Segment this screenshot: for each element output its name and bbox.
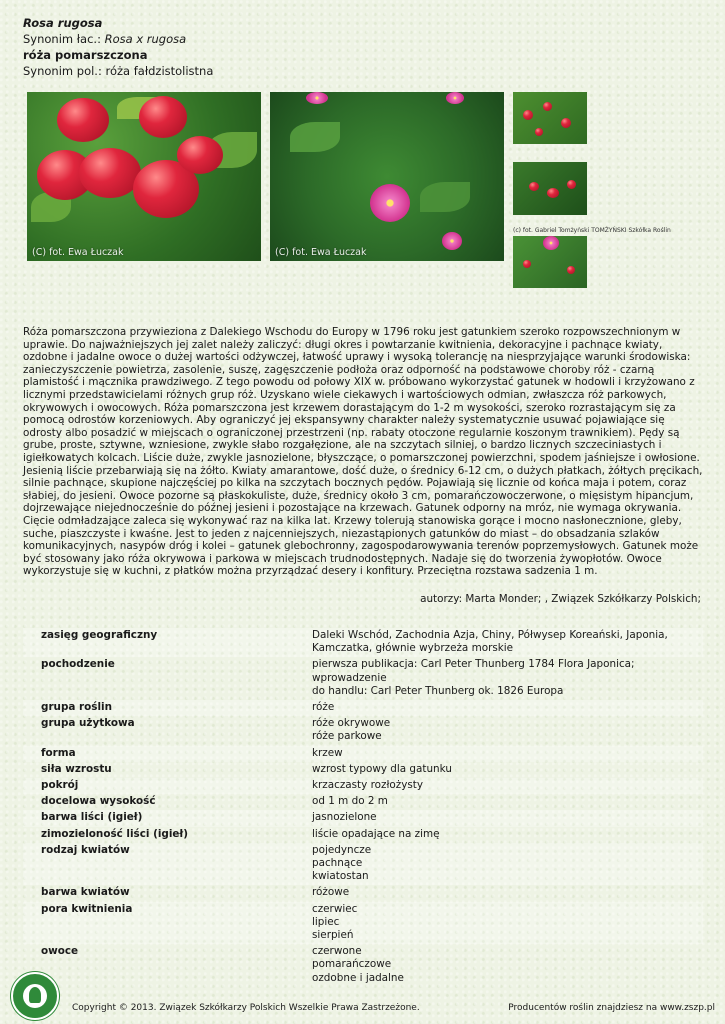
attribute-value <box>312 701 703 714</box>
attribute-value <box>312 658 703 698</box>
attribute-value <box>312 903 703 943</box>
attribute-row <box>23 794 703 810</box>
attribute-value-line: krzaczasty rozłożysty <box>312 779 423 792</box>
attribute-key: grupa użytkowa <box>41 717 135 730</box>
synonym-latin-value: Rosa x rugosa <box>104 32 187 46</box>
attribute-key: grupa roślin <box>41 701 112 714</box>
attribute-value-line: liście opadające na zimę <box>312 827 440 840</box>
attribute-row <box>23 902 703 945</box>
attribute-value <box>312 629 703 655</box>
attribute-key: barwa kwiatów <box>41 886 130 899</box>
producers-link[interactable]: Producentów roślin znajdziesz na www.zszp.pl <box>508 1003 715 1013</box>
polish-name: róża pomarszczona <box>23 48 148 62</box>
latin-name: Rosa rugosa <box>23 16 103 30</box>
attribute-row <box>23 762 703 778</box>
attribute-value <box>312 886 703 899</box>
attribute-key: docelowa wysokość <box>41 795 156 808</box>
attribute-row <box>23 700 703 716</box>
attributes-table <box>23 628 703 987</box>
attribute-value <box>312 779 703 792</box>
attribute-value-line: pierwsza publikacja: Carl Peter Thunberg 1784 Flora Japonica; wprowadzenie <box>312 658 635 684</box>
attribute-value <box>312 828 703 841</box>
attribute-value-line: sierpień <box>312 929 354 942</box>
attribute-value-line: Kamczatka, głównie wybrzeża morskie <box>312 642 514 655</box>
attribute-key: zasięg geograficzny <box>41 629 158 641</box>
attribute-row <box>23 885 703 901</box>
synonym-latin <box>23 31 213 47</box>
attribute-value <box>312 717 703 743</box>
photo-credit: (C) fot. Ewa Łuczak <box>32 247 124 258</box>
attribute-value-line: kwiatostan <box>312 870 369 883</box>
attribute-row <box>23 746 703 762</box>
attribute-key: owoce <box>41 945 79 958</box>
attribute-value <box>312 945 703 985</box>
attribute-value-line: Daleki Wschód, Zachodnia Azja, Chiny, Półwysep Koreański, Japonia, <box>312 629 668 641</box>
attribute-value <box>312 763 703 776</box>
thumb-1[interactable] <box>513 92 587 144</box>
tree-icon <box>29 987 41 1003</box>
synonym-latin-label: Synonim łac.: <box>23 32 105 46</box>
attribute-value-line: krzew <box>312 746 343 759</box>
attribute-value-line: czerwone <box>312 945 362 958</box>
thumb-3[interactable] <box>513 236 587 288</box>
attribute-value-line: pomarańczowe <box>312 958 392 971</box>
attribute-value-line: róże <box>312 701 335 714</box>
attribute-key: forma <box>41 746 76 759</box>
attribute-value-line: lipiec <box>312 915 340 928</box>
attribute-key: barwa liści (igieł) <box>41 811 143 824</box>
attribute-row <box>23 810 703 826</box>
species-header <box>23 15 213 79</box>
attribute-value-line: od 1 m do 2 m <box>312 795 388 808</box>
attribute-value-line: do handlu: Carl Peter Thunberg ok. 1826 Europa <box>312 684 564 697</box>
species-description: Róża pomarszczona przywieziona z Dalekiego Wschodu do Europy w 1796 roku jest gatunkiem szeroko rozpowszechnionym w uprawie. Do najważniejszych jej zalet należy zaliczyć: długi okres i powtarzanie kwitnienia, dekoracyjne i pachnące kwiaty, ozdobne i jadalne owoce o dużej wartości odżywczej, łatwość uprawy i wysoką tolerancję na niesprzyjające warunki środowiska: zanieczyszczenie powietrza, zasolenie, suszę, zagęszczenie podłoża oraz odporność na podstawowe choroby róż - czarną plamistość i mącznika prawdziwego. Z tego powodu od połowy XIX w. próbowano wykorzystać gatunek w hodowli i krzyżowano z licznymi przedstawicielami różnych grup róż. Uzyskano wiele ciekawych i wartościowych odmian, zwłaszcza róż parkowych, okrywowych i owocowych. Róża pomarszczona jest krzewem dorastającym do 1-2 m wysokości, szeroko rozrastającym się za pomocą odrostów korzeniowych. Aby ograniczyć jej ekspansywny charakter należy systematycznie usuwać pojawiające się odrosty albo posadzić w miejscach o ograniczonej przestrzeni (np. rabaty otoczone regularnie koszonym trawnikiem). Pędy są grube, proste, sztywne, wzniesione, zwykle słabo rozgałęzione, ale na szczytach silniej, o bardzo licznych szczeciniastych i igiełkowatych kolcach. Liście duże, zwykle jasnozielone, błyszczące, o pomarszczonej powierzchni, spodem jaśniejsze i owłosione. Jesienią liście przebarwiają się na żółto. Kwiaty amarantowe, dość duże, o średnicy 6-12 cm, o dużych płatkach, żółtych pręcikach, silnie pachnące, skupione najczęściej po kilka na szczytach bocznych pędów. Pojawiają się licznie od końca maja i potem, coraz słabiej, do jesieni. Owoce pozorne są płaskokuliste, duże, średnicy około 3 cm, pomarańczowoczerwone, o mięsistym hipancjum, dojrzewające niejednocześnie do późnej jesieni i pozostające na krzewach. Gatunek odporny na mróz, nie wymaga okrywania. Cięcie odmładzające zaleca się wykonywać raz na kilka lat. Krzewy tolerują stanowiska gorące i mocno nasłonecznione, gleby, suche, piaszczyste i kwaśne. Jest to jeden z najcenniejszych, niezastąpionych gatunków do miast – do obsadzania szlaków komunikacyjnych, nasypów dróg i kolei – gatunek glebochronny, zagospodarowywania terenów poprzemysłowych. Gatunek może być stosowany jako róża okrywowa i parkowa w miejscach trudnodostępnych. Nadaje się do tworzenia żywopłotów. Owoce wykorzystuje się w kuchni, z płatków można przyrządzać desery i konfitury. Przeciętna rozstawa sadzenia 1 m. <box>23 326 703 578</box>
attribute-value <box>312 844 703 884</box>
attribute-key: rodzaj kwiatów <box>41 843 130 856</box>
zszp-logo[interactable] <box>11 972 59 1020</box>
attribute-key: zimozieloność liści (igieł) <box>41 827 189 840</box>
attribute-value-line: ozdobne i jadalne <box>312 971 404 984</box>
attribute-value <box>312 747 703 760</box>
attribute-key: pochodzenie <box>41 658 115 671</box>
attribute-value <box>312 811 703 824</box>
attribute-value-line: jasnozielone <box>312 811 377 824</box>
attribute-row <box>23 628 703 657</box>
attribute-value-line: czerwiec <box>312 902 358 915</box>
authors-line: autorzy: Marta Monder; , Związek Szkółkarzy Polskich; <box>420 593 701 605</box>
photo-credit: (C) fot. Ewa Łuczak <box>275 247 367 258</box>
attribute-value-line: róże okrywowe <box>312 717 391 730</box>
attribute-row <box>23 716 703 745</box>
attribute-value-line: różowe <box>312 886 350 899</box>
attribute-row <box>23 778 703 794</box>
attribute-value-line: pachnące <box>312 857 363 870</box>
photo-rose-hips[interactable] <box>27 92 261 261</box>
attribute-row <box>23 944 703 987</box>
attribute-key: pora kwitnienia <box>41 902 133 915</box>
attribute-value <box>312 795 703 808</box>
attribute-key: siła wzrostu <box>41 762 112 775</box>
attribute-row <box>23 843 703 886</box>
thumb-credit: (c) fot. Gabriel Tomżyński TOMŻYŃSKI Szkółka Roślin <box>513 227 671 234</box>
attribute-value-line: pojedyncze <box>312 843 372 856</box>
photo-rose-bush[interactable] <box>270 92 504 261</box>
attribute-value-line: wzrost typowy dla gatunku <box>312 762 452 775</box>
synonym-polish: Synonim pol.: róża fałdzistolistna <box>23 64 214 78</box>
attribute-key: pokrój <box>41 779 79 792</box>
attribute-value-line: róże parkowe <box>312 730 382 743</box>
attribute-row <box>23 657 703 700</box>
thumb-2[interactable] <box>513 162 587 215</box>
attribute-row <box>23 827 703 843</box>
copyright-text: Copyright © 2013. Związek Szkółkarzy Polskich Wszelkie Prawa Zastrzeżone. <box>72 1003 420 1013</box>
